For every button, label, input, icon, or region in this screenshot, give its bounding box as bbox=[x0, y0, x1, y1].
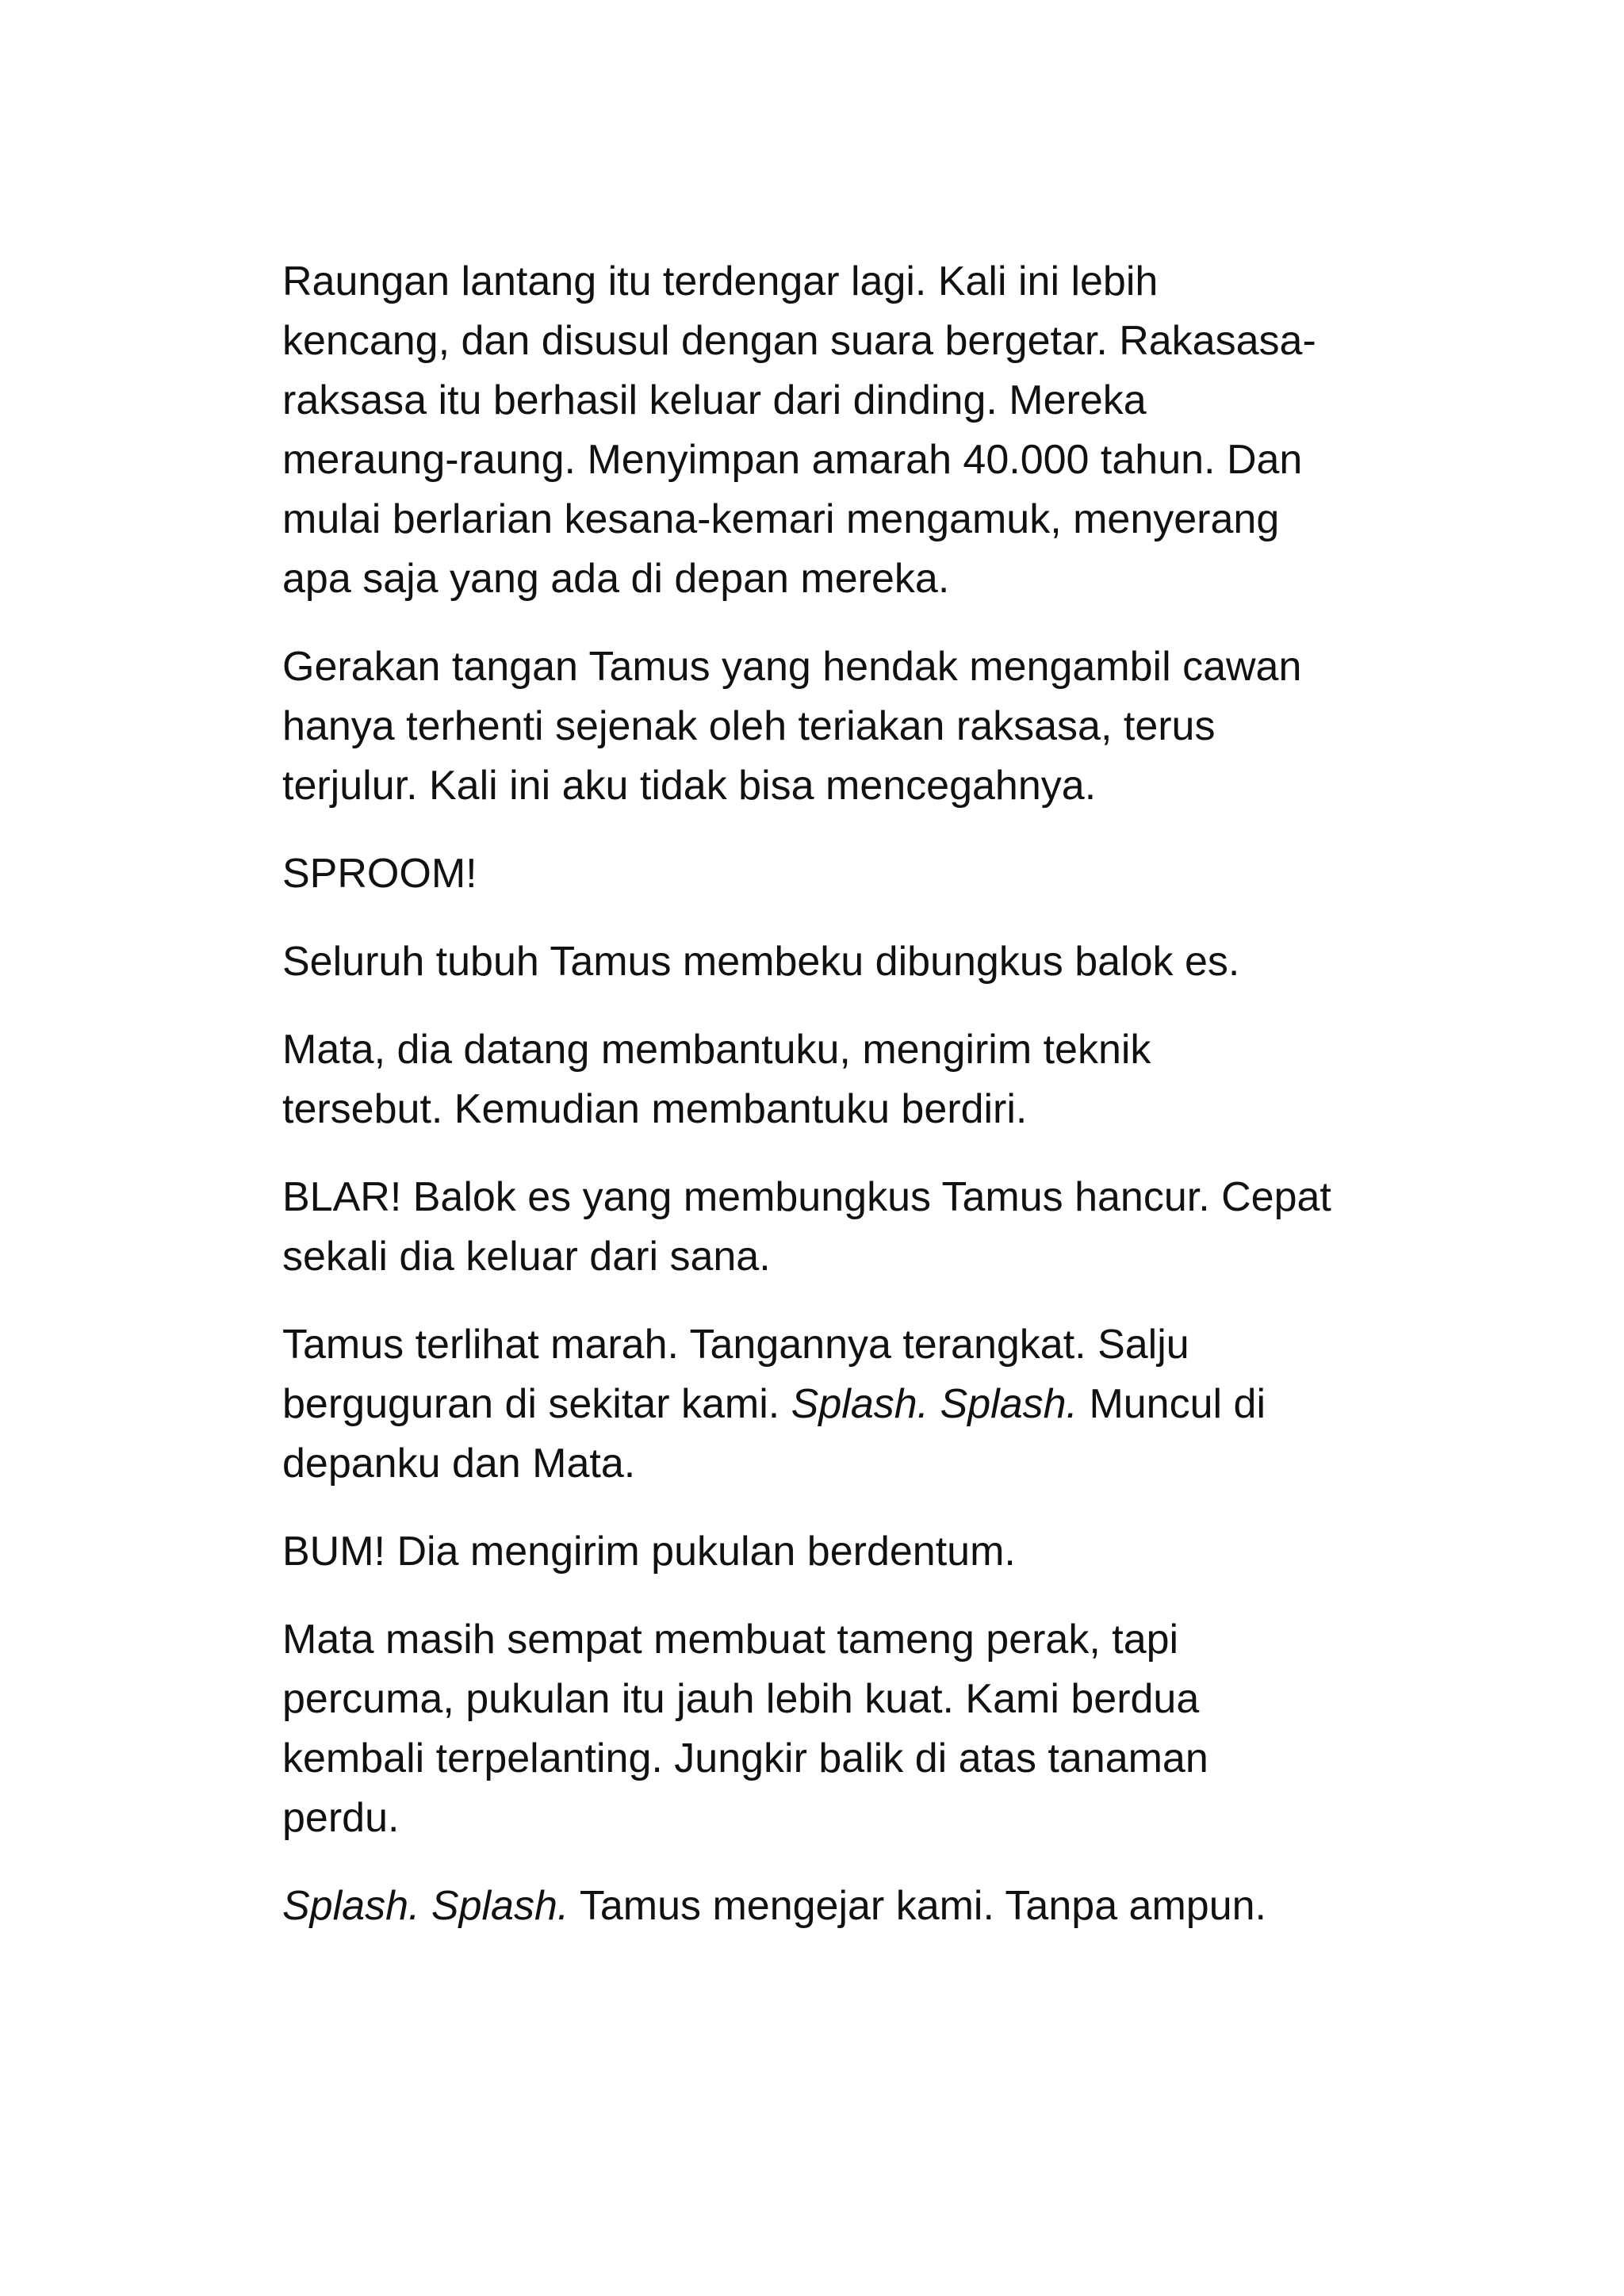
paragraph-5: Mata, dia datang membantuku, mengirim teknik tersebut. Kemudian membantuku berdiri. bbox=[282, 1027, 1151, 1132]
paragraph-3: SPROOM! bbox=[282, 851, 477, 897]
paragraph-10-after: Tamus mengejar kami. Tanpa ampun. bbox=[569, 1883, 1267, 1929]
paragraph-6: BLAR! Balok es yang membungkus Tamus hancur. Cepat sekali dia keluar dari sana. bbox=[282, 1174, 1331, 1280]
paragraph-7 bbox=[282, 1315, 1392, 1494]
paragraph-10-italic: Splash. Splash. bbox=[282, 1883, 569, 1929]
paragraph-2: Gerakan tangan Tamus yang hendak mengambil cawan hanya terhenti sejenak oleh teriakan raksasa, terus terjulur. Kali ini aku tidak bisa mencegahnya. bbox=[282, 644, 1302, 809]
paragraph-7-before: Tamus terlihat marah. Tangannya terangkat. Salju berguguran di sekitar kami. bbox=[282, 1322, 1189, 1427]
paragraph-7-after: Muncul di depanku dan Mata. bbox=[282, 1381, 1266, 1487]
body-text bbox=[282, 252, 1392, 1965]
paragraph-7-italic: Splash. Splash. bbox=[791, 1381, 1078, 1427]
paragraph-1: Raungan lantang itu terdengar lagi. Kali ini lebih kencang, dan disusul dengan suara bergetar. Rakasasa- raksasa itu berhasil keluar dari dinding. Mereka meraung-raung. Menyimpan amarah 40.000 tahun. Dan mulai berlarian kesana-kemari mengamuk, menyerang apa saja yang ada di depan mereka. bbox=[282, 258, 1316, 602]
paragraph-10 bbox=[282, 1877, 1392, 1936]
paragraph-8: BUM! Dia mengirim pukulan berdentum. bbox=[282, 1529, 1016, 1575]
paragraph-9: Mata masih sempat membuat tameng perak, tapi percuma, pukulan itu jauh lebih kuat. Kami berdua kembali terpelanting. Jungkir balik di atas tanaman perdu. bbox=[282, 1617, 1208, 1841]
paragraph-4: Seluruh tubuh Tamus membeku dibungkus balok es. bbox=[282, 939, 1240, 985]
